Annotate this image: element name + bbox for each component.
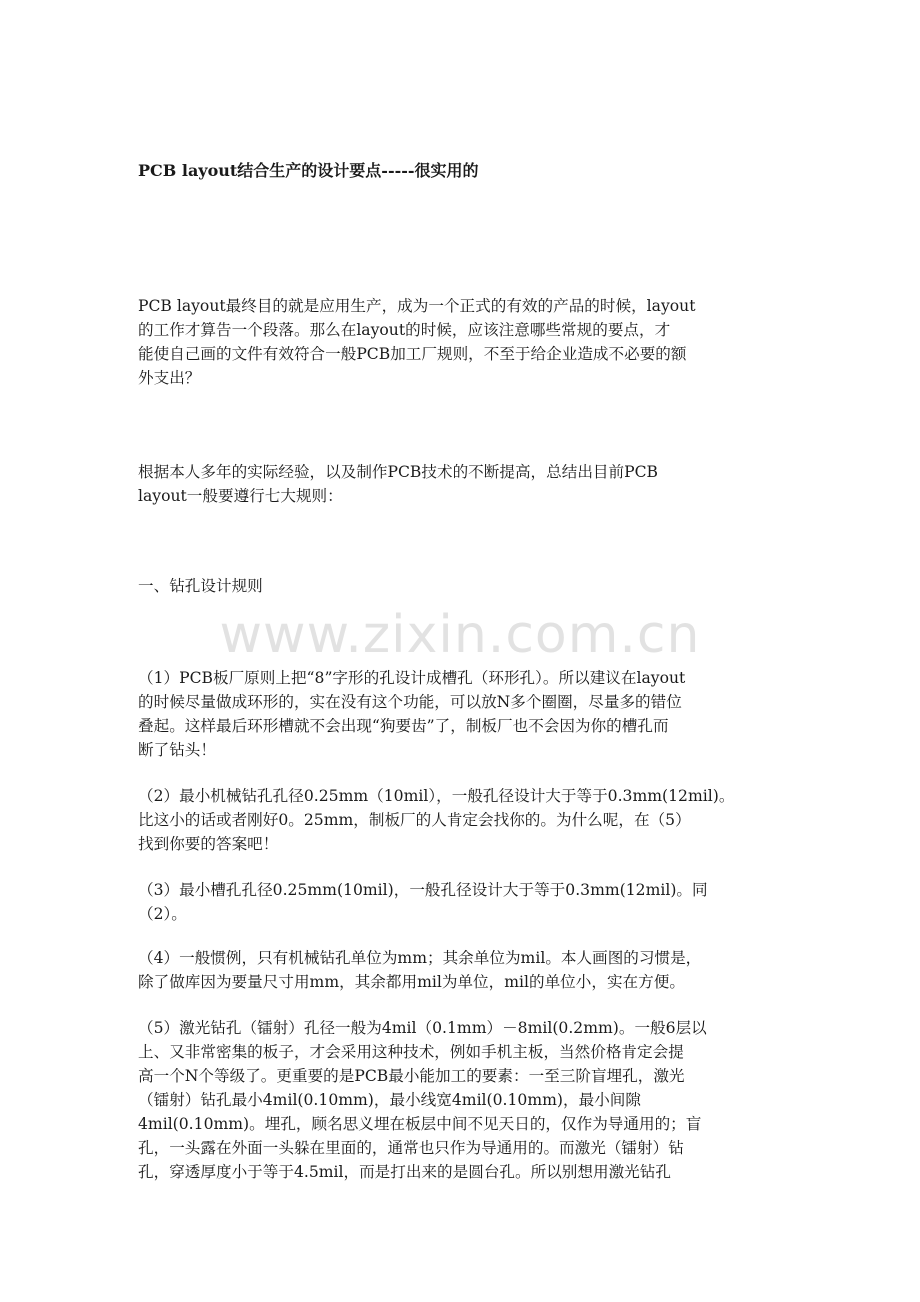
rule-1-line: （1）PCB板厂原则上把“8”字形的孔设计成槽孔（环形孔）。所以建议在layout bbox=[138, 669, 686, 687]
section-heading-text: 一、钻孔设计规则 bbox=[138, 577, 263, 595]
summary-line: 根据本人多年的实际经验，以及制作PCB技术的不断提高，总结出目前PCB bbox=[138, 463, 658, 481]
rule-3-line: （2）。 bbox=[138, 905, 187, 923]
rule-1-line: 的时候尽量做成环形的，实在没有这个功能，可以放N多个圈圈，尽量多的错位 bbox=[138, 693, 682, 711]
intro-line: 外支出？ bbox=[138, 369, 201, 387]
rule-5-line: 孔，穿透厚度小于等于4.5mil，而是打出来的是圆台孔。所以别想用激光钻孔 bbox=[138, 1163, 671, 1181]
intro-line: 的工作才算告一个段落。那么在layout的时候，应该注意哪些常规的要点，才 bbox=[138, 321, 671, 339]
rule-2-line: 找到你要的答案吧！ bbox=[138, 835, 279, 853]
section-heading bbox=[138, 574, 788, 598]
intro-line: 能使自己画的文件有效符合一般PCB加工厂规则，不至于给企业造成不必要的额 bbox=[138, 345, 687, 363]
rule-1-line: 叠起。这样最后环形槽就不会出现“狗要齿”了，制板厂也不会因为你的槽孔而 bbox=[138, 717, 669, 735]
rule-1-paragraph bbox=[138, 666, 788, 762]
rule-3-paragraph bbox=[138, 878, 788, 926]
rule-4-paragraph bbox=[138, 946, 788, 994]
rule-5-paragraph bbox=[138, 1016, 788, 1184]
rule-5-line: （5）激光钻孔（镭射）孔径一般为4mil（0.1mm）－8mil(0.2mm)。一般6层以 bbox=[138, 1019, 707, 1037]
rule-2-paragraph bbox=[138, 784, 788, 856]
summary-line: layout一般要遵行七大规则： bbox=[138, 487, 343, 505]
rule-1-line: 断了钻头！ bbox=[138, 741, 216, 759]
summary-paragraph bbox=[138, 460, 788, 508]
rule-5-line: 4mil(0.10mm)。埋孔，顾名思义埋在板层中间不见天日的，仅作为导通用的；盲 bbox=[138, 1115, 702, 1133]
watermark: www.zixin.com.cn bbox=[219, 605, 701, 665]
rule-2-line: 比这小的话或者刚好0。25mm，制板厂的人肯定会找你的。为什么呢，在（5） bbox=[138, 811, 691, 829]
rule-5-line: （镭射）钻孔最小4mil(0.10mm)，最小线宽4mil(0.10mm)，最小间隙 bbox=[138, 1091, 641, 1109]
rule-5-line: 上、又非常密集的板子，才会采用这种技术，例如手机主板，当然价格肯定会提 bbox=[138, 1043, 684, 1061]
rule-3-line: （3）最小槽孔孔径0.25mm(10mil)，一般孔径设计大于等于0.3mm(12mil)。同 bbox=[138, 881, 708, 899]
document-title: PCB layout结合生产的设计要点-----很实用的 bbox=[138, 161, 479, 180]
rule-4-line: 除了做库因为要量尺寸用mm，其余都用mil为单位，mil的单位小，实在方便。 bbox=[138, 973, 685, 991]
rule-4-line: （4）一般惯例，只有机械钻孔单位为mm；其余单位为mil。本人画图的习惯是， bbox=[138, 949, 702, 967]
rule-5-line: 高一个N个等级了。更重要的是PCB最小能加工的要素：一至三阶盲埋孔，激光 bbox=[138, 1067, 685, 1085]
intro-paragraph bbox=[138, 294, 788, 390]
rule-5-line: 孔，一头露在外面一头躲在里面的，通常也只作为导通用的。而激光（镭射）钻 bbox=[138, 1139, 684, 1157]
rule-2-line: （2）最小机械钻孔孔径0.25mm（10mil），一般孔径设计大于等于0.3mm(12mil)。 bbox=[138, 787, 735, 805]
intro-line: PCB layout最终目的就是应用生产，成为一个正式的有效的产品的时候，layout bbox=[138, 297, 696, 315]
